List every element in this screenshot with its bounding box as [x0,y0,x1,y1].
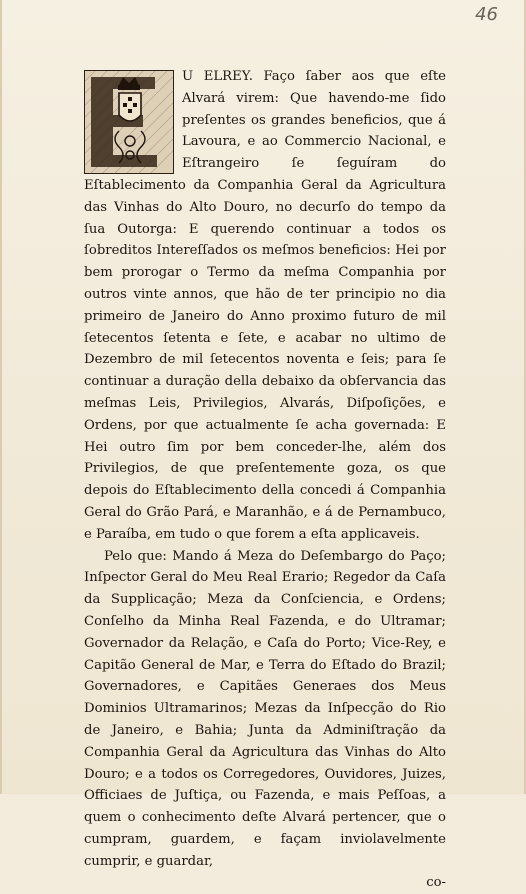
paragraph-2: Pelo que: Mando á Meza do Deſembargo do Paço; Inſpector Geral do Meu Real Erario; Regedor da Caſa da Supplicação; Meza da Conſciencia, e Ordens; Conſelho da Minha Real Fazenda, e do Ultramar; Governador da Relação, e Caſa do Porto; Vice-Rey, e Capitão General de Mar, e Terra do Eſtado do Brazil; Governadores, e Capitães Generaes dos Meus Dominios Ultramarinos; Mezas da Inſpecção do Rio de Janeiro, e Bahia; Junta da Adminiſtração da Companhia Geral da Agricultura das Vinhas do Alto Douro; e a todos os Corregedores, Ouvidores, Juizes, Officiaes de Juſtiça, ou Fazenda, e mais Peſſoas, a quem o conhecimento deſte Alvará pertencer, que o cumpram, guardem, e façam inviolavelmente cumprir, e guardar, [84,548,446,869]
catchword: co- [426,875,446,891]
decorated-initial [84,70,174,174]
paragraph-1: U ELREY. Faço ſaber aos que eſte Alvará virem: Que havendo-me ſido preſentes os grandes beneficios, que á Lavoura, e ao Commercio Nacional, e Eſtrangeiro ſe ſeguíram do Eſtablecimento da Companhia Geral da Agricultura das Vinhas do Alto Douro, no decurſo do tempo da ſua Outorga: E querendo continuar a todos os ſobreditos Intereſſados os meſmos beneficios: Hei por bem prorogar o Termo da meſma Companhia por outros vinte annos, que hão de ter principio no dia primeiro de Janeiro do Anno proximo futuro de mil ſetecentos ſetenta e ſete, e acabar no ultimo de Dezembro de mil ſetecentos noventa e ſeis; para ſe continuar a duração della debaixo da obſervancia das meſmas Leis, Privilegios, Alvarás, Diſpoſições, e Ordens, por que actualmente ſe acha governada: E Hei outro ſim por bem conceder-lhe, além dos Privilegios, de que preſentemente goza, os que depois do Eſtablecimento della concedi á Companhia Geral do Grão Pará, e Maranhão, e á de Pernambuco, e Paraíba, em tudo o que forem a eſta applicaveis. [84,69,446,542]
crown-coat-of-arms-icon [85,71,173,173]
folio-number: 46 [475,4,498,25]
decree-text [84,66,446,894]
